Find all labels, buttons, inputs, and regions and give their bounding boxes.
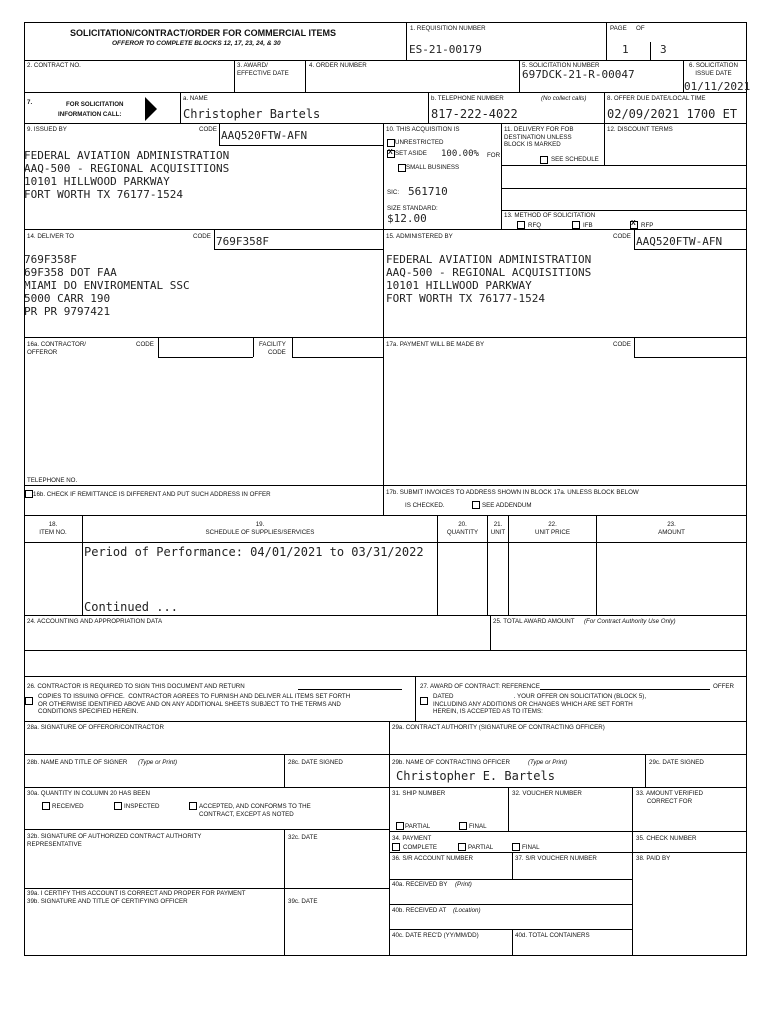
award-date-label: 3. AWARD/ EFFECTIVE DATE — [237, 62, 289, 77]
received-by-label: 40a. RECEIVED BY — [392, 881, 448, 888]
method-solicitation-label: 13. METHOD OF SOLICITATION — [504, 212, 596, 219]
inspected-label: INSPECTED — [124, 803, 160, 810]
no-collect-label: (No collect calls) — [541, 95, 587, 102]
quantity-received-label: 30a. QUANTITY IN COLUMN 20 HAS BEEN — [27, 790, 150, 797]
requisition-value[interactable]: ES-21-00179 — [409, 43, 482, 56]
amount-header: 23. AMOUNT — [658, 521, 685, 536]
issue-date-value[interactable]: 01/11/2021 — [684, 80, 751, 93]
complete-label: COMPLETE — [403, 844, 438, 851]
admin-code-value[interactable]: AAQ520FTW-AFN — [636, 235, 723, 248]
partial-checkbox[interactable] — [396, 822, 404, 830]
contract-authority-label: 29a. CONTRACT AUTHORITY (SIGNATURE OF CONTRACTING OFFICER) — [392, 724, 605, 731]
block-26-text: COPIES TO ISSUING OFFICE. CONTRACTOR AGREES TO FURNISH AND DELIVER ALL ITEMS SET FORTH OR OTHERWISE IDENTIFIED ABOVE AND ON ANY ADDITIONAL SHEETS SUBJECT TO THE TERMS AND CONDITIONS SPECIFIED HEREIN. — [38, 693, 351, 715]
see-addendum-label: SEE ADDENDUM — [482, 502, 532, 509]
solicitation-number-label: 5. SOLICITATION NUMBER — [522, 62, 600, 69]
accounting-data-label: 24. ACCOUNTING AND APPROPRIATION DATA — [27, 618, 163, 625]
partial-payment-label: PARTIAL — [468, 844, 494, 851]
certify-label: 39a. I CERTIFY THIS ACCOUNT IS CORRECT AND PROPER FOR PAYMENT — [27, 890, 246, 897]
ship-number-label: 31. SHIP NUMBER — [392, 790, 446, 797]
form-subtitle: OFFEROR TO COMPLETE BLOCKS 12, 17, 23, 24, & 30 — [112, 40, 281, 47]
final-payment-checkbox[interactable] — [512, 843, 520, 851]
quantity-header: 20. QUANTITY — [446, 521, 479, 536]
sic-value[interactable]: 561710 — [408, 185, 448, 198]
unit-price-header: 22. UNIT PRICE — [535, 521, 570, 536]
ifb-checkbox[interactable] — [572, 221, 580, 229]
see-addendum-checkbox[interactable] — [472, 501, 480, 509]
date-32c-label: 32c. DATE — [288, 834, 318, 841]
contract-no-label: 2. CONTRACT NO. — [27, 62, 81, 69]
unit-header: 21. UNIT — [490, 521, 506, 536]
date-received-label: 40c. DATE REC'D (YY/MM/DD) — [392, 932, 479, 939]
final-payment-label: FINAL — [522, 844, 540, 851]
paid-by-label: 38. PAID BY — [636, 855, 671, 862]
received-at-label: 40b. RECEIVED AT — [392, 907, 447, 914]
accepted-label: ACCEPTED, AND CONFORMS TO THE CONTRACT, EXCEPT AS NOTED — [199, 803, 311, 818]
set-aside-checkbox[interactable] — [387, 150, 395, 158]
block-27-label: 27. AWARD OF CONTRACT: REFERENCE — [420, 683, 540, 690]
of-label: OF — [636, 25, 645, 32]
sic-label: SIC: — [387, 189, 400, 196]
complete-checkbox[interactable] — [392, 843, 400, 851]
date-39c-label: 39c. DATE — [288, 898, 318, 905]
discount-terms-label: 12. DISCOUNT TERMS — [607, 126, 673, 133]
facility-code-label: FACILITY CODE — [259, 341, 286, 356]
block-26-checkbox[interactable] — [25, 697, 33, 705]
final-label: FINAL — [469, 823, 487, 830]
page-count: 3 — [660, 43, 667, 56]
remittance-checkbox[interactable] — [25, 490, 33, 498]
partial-label: PARTIAL — [405, 823, 431, 830]
date-signed-29c-label: 29c. DATE SIGNED — [649, 759, 704, 766]
deliver-to-label: 14. DELIVER TO — [27, 233, 74, 240]
received-checkbox[interactable] — [42, 802, 50, 810]
submit-invoices-label: 17b. SUBMIT INVOICES TO ADDRESS SHOWN IN BLOCK 17a. UNLESS BLOCK BELOW — [386, 489, 639, 496]
issued-by-label: 9. ISSUED BY — [27, 126, 67, 133]
certifying-officer-label: 39b. SIGNATURE AND TITLE OF CERTIFYING OFFICER — [27, 898, 188, 905]
block-7-number: 7. — [27, 99, 33, 106]
size-standard-label: SIZE STANDARD: — [387, 205, 438, 212]
size-standard-value[interactable]: $12.00 — [387, 212, 427, 225]
payment-34-label: 34. PAYMENT — [392, 835, 432, 842]
rfp-label: RFP — [641, 222, 654, 229]
total-containers-label: 40d. TOTAL CONTAINERS — [515, 932, 590, 939]
partial-payment-checkbox[interactable] — [458, 843, 466, 851]
issued-code-value[interactable]: AAQ520FTW-AFN — [221, 129, 308, 142]
unrestricted-checkbox[interactable] — [387, 139, 395, 147]
is-checked-label: IS CHECKED. — [405, 502, 445, 509]
offer-due-value[interactable]: 02/09/2021 1700 ET — [607, 107, 738, 121]
see-schedule-label: SEE SCHEDULE — [551, 156, 599, 163]
unrestricted-label: UNRESTRICTED — [395, 139, 444, 146]
total-award-note: (For Contract Authority Use Only) — [584, 618, 676, 625]
date-signed-28c-label: 28c. DATE SIGNED — [288, 759, 343, 766]
item-no-header: 18. ITEM NO. — [39, 521, 67, 536]
contractor-code-label: CODE — [136, 341, 154, 348]
telephone-value[interactable]: 817-222-4022 — [431, 107, 518, 121]
ifb-label: IFB — [583, 222, 593, 229]
inspected-checkbox[interactable] — [114, 802, 122, 810]
deliver-code-label: CODE — [193, 233, 211, 240]
signer-name-label: 28b. NAME AND TITLE OF SIGNER — [27, 759, 128, 766]
issue-date-label: 6. SOLICITATION ISSUE DATE — [689, 62, 738, 77]
block-27-checkbox[interactable] — [420, 697, 428, 705]
final-checkbox[interactable] — [459, 822, 467, 830]
voucher-number-label: 32. VOUCHER NUMBER — [512, 790, 582, 797]
delivery-fob-label: 11. DELIVERY FOR FOB DESTINATION UNLESS BLOCK IS MARKED — [504, 126, 574, 148]
page-label: PAGE — [610, 25, 627, 32]
rfq-checkbox[interactable] — [517, 221, 525, 229]
set-aside-percent[interactable]: 100.00% — [441, 149, 479, 159]
block-27-text: DATED . YOUR OFFER ON SOLICITATION (BLOCK 5), INCLUDING ANY ADDITIONS OR CHANGES WHICH ARE SET FORTH HEREIN, IS ACCEPTED AS TO ITEMS: — [433, 693, 647, 715]
total-award-label: 25. TOTAL AWARD AMOUNT — [493, 618, 575, 625]
offer-due-label: 8. OFFER DUE DATE/LOCAL TIME — [607, 95, 706, 102]
page-number: 1 — [622, 43, 629, 56]
received-label: RECEIVED — [52, 803, 84, 810]
admin-code-label: CODE — [613, 233, 631, 240]
block-27-offer: OFFER — [713, 683, 734, 690]
deliver-to-address: 769F358F 69F358 DOT FAA MIAMI DO ENVIROMENTAL SSC 5000 CARR 190 PR PR 9797421 — [24, 253, 190, 318]
order-number-label: 4. ORDER NUMBER — [309, 62, 367, 69]
contracting-officer-value[interactable]: Christopher E. Bartels — [396, 769, 555, 783]
contracting-officer-label: 29b. NAME OF CONTRACTING OFFICER — [392, 759, 510, 766]
form-title: SOLICITATION/CONTRACT/ORDER FOR COMMERCIAL ITEMS — [70, 28, 336, 38]
telephone-no-label: TELEPHONE NO. — [27, 477, 78, 484]
small-business-label: SMALL BUSINESS — [406, 164, 460, 171]
block-26-label: 26. CONTRACTOR IS REQUIRED TO SIGN THIS DOCUMENT AND RETURN — [27, 683, 245, 690]
received-at-note: (Location) — [453, 907, 481, 914]
name-label: a. NAME — [183, 95, 208, 102]
amount-verified-label: 33. AMOUNT VERIFIED CORRECT FOR — [636, 790, 703, 805]
for-solicitation-label: FOR SOLICITATION — [66, 101, 124, 108]
contracting-officer-note: (Type or Print) — [528, 759, 568, 766]
contractor-offeror-label: 16a. CONTRACTOR/ OFFEROR — [27, 341, 87, 356]
schedule-continued: Continued ... — [84, 600, 178, 614]
accepted-checkbox[interactable] — [189, 802, 197, 810]
sr-voucher-label: 37. S/R VOUCHER NUMBER — [515, 855, 597, 862]
information-call-label: INFORMATION CALL: — [58, 111, 122, 118]
supplies-services-header: 19. SCHEDULE OF SUPPLIES/SERVICES — [205, 521, 315, 536]
payment-code-label: CODE — [613, 341, 631, 348]
solicitation-number-value[interactable]: 697DCK-21-R-00047 — [522, 68, 635, 81]
issued-code-label: CODE — [199, 126, 217, 133]
contact-name-value[interactable]: Christopher Bartels — [183, 107, 321, 121]
acquisition-label: 10. THIS ACQUISITION IS — [386, 126, 460, 133]
check-number-label: 35. CHECK NUMBER — [636, 835, 697, 842]
rfp-checkbox[interactable] — [630, 221, 638, 229]
rfq-label: RFQ — [528, 222, 542, 229]
signer-name-note: (Type or Print) — [138, 759, 178, 766]
remittance-label: 16b. CHECK IF REMITTANCE IS DIFFERENT AND PUT SUCH ADDRESS IN OFFER — [33, 491, 271, 498]
requisition-label: 1. REQUISITION NUMBER — [410, 25, 486, 32]
arrow-right-icon — [145, 97, 157, 121]
administered-by-address: FEDERAL AVIATION ADMINISTRATION AAQ-500 - REGIONAL ACQUISITIONS 10101 HILLWOOD PARKWAY FORT WORTH TX 76177-1524 — [386, 253, 592, 305]
sr-account-label: 36. S/R ACCOUNT NUMBER — [392, 855, 474, 862]
issued-by-address: FEDERAL AVIATION ADMINISTRATION AAQ-500 - REGIONAL ACQUISITIONS 10101 HILLWOOD PARKWAY FORT WORTH TX 76177-1524 — [24, 149, 230, 201]
administered-by-label: 15. ADMINISTERED BY — [386, 233, 453, 240]
offeror-signature-label: 28a. SIGNATURE OF OFFEROR/CONTRACTOR — [27, 724, 164, 731]
see-schedule-checkbox[interactable] — [540, 156, 548, 164]
payment-by-label: 17a. PAYMENT WILL BE MADE BY — [386, 341, 485, 348]
authorized-signature-label: 32b. SIGNATURE OF AUTHORIZED CONTRACT AUTHORITY REPRESENTATIVE — [27, 833, 202, 848]
schedule-line-description: Period of Performance: 04/01/2021 to 03/31/2022 — [84, 545, 424, 559]
received-by-note: (Print) — [455, 881, 472, 888]
telephone-label: b. TELEPHONE NUMBER — [431, 95, 504, 102]
deliver-code-value[interactable]: 769F358F — [216, 235, 269, 248]
small-business-checkbox[interactable] — [398, 164, 406, 172]
for-label: FOR — [487, 152, 501, 159]
set-aside-label: SET ASIDE — [395, 150, 427, 157]
